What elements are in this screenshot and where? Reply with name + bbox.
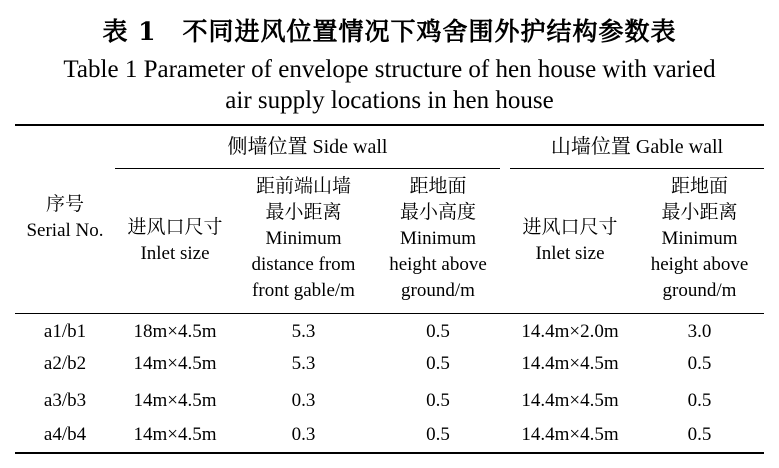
column-header-gable-height [635, 174, 764, 304]
column-header-side-front-gable [237, 174, 370, 304]
column-header-side-front-gable-line-3: Minimum [265, 228, 342, 249]
column-header-gable-height-line-4: height above [650, 254, 749, 275]
column-header-side-front-gable-line-2: 最小距离 [265, 202, 342, 223]
table-cell-serial: a2/b2 [43, 353, 87, 374]
table-cell-serial: a1/b1 [43, 321, 87, 342]
side-wall-group-header: 侧墙位置 Side wall [227, 136, 388, 158]
column-header-side-height [373, 174, 503, 304]
column-header-side-height-line-1: 距地面 [409, 176, 467, 197]
table-cell-side-front-gable: 0.3 [291, 390, 316, 411]
column-header-side-front-gable-line-5: front gable/m [252, 280, 355, 301]
table-cell-side-height: 0.5 [426, 353, 450, 374]
side-wall-group-rule [115, 168, 500, 169]
table-bottom-rule [15, 452, 764, 454]
column-header-side-height-line-2: 最小高度 [399, 202, 476, 223]
table-cell-side-front-gable: 0.3 [291, 424, 316, 445]
column-header-serial-en: Serial No. [26, 220, 104, 241]
table-title-chinese: 表 1 不同进风位置情况下鸡舍围外护结构参数表 [102, 17, 677, 46]
column-header-side-front-gable-line-1: 距前端山墙 [255, 176, 351, 197]
table-title-english [0, 54, 779, 116]
table-cell-side-front-gable: 5.3 [291, 353, 316, 374]
column-header-gable-inlet [505, 215, 635, 267]
table-cell-side-inlet: 18m×4.5m [133, 321, 217, 342]
column-header-side-inlet [115, 215, 235, 267]
table-cell-gable-height: 3.0 [687, 321, 712, 342]
gable-wall-group-header: 山墙位置 Gable wall [550, 136, 724, 158]
gable-wall-group-rule [510, 168, 764, 169]
table-top-rule [15, 124, 764, 126]
table-cell-gable-height: 0.5 [687, 353, 712, 374]
table-cell-gable-inlet: 14.4m×4.5m [521, 390, 619, 411]
table-title-english-line-1: Table 1 Parameter of envelope structure of hen house with varied [63, 56, 716, 83]
column-header-side-height-line-5: ground/m [401, 280, 475, 301]
table-title-english-line-2: air supply locations in hen house [225, 87, 554, 114]
table-cell-gable-inlet: 14.4m×4.5m [521, 424, 619, 445]
table-cell-side-inlet: 14m×4.5m [133, 390, 217, 411]
column-header-gable-height-line-1: 距地面 [670, 176, 728, 197]
column-header-serial-cn: 序号 [45, 194, 84, 215]
table-cell-gable-height: 0.5 [687, 424, 712, 445]
table-cell-side-inlet: 14m×4.5m [133, 424, 217, 445]
column-header-serial [15, 192, 115, 244]
table-cell-gable-height: 0.5 [687, 390, 712, 411]
table-cell-side-inlet: 14m×4.5m [133, 353, 217, 374]
column-header-gable-inlet-en: Inlet size [535, 243, 605, 264]
table-cell-side-height: 0.5 [426, 424, 450, 445]
table-cell-serial: a3/b3 [43, 390, 87, 411]
column-header-side-front-gable-line-4: distance from [251, 254, 356, 275]
column-header-side-height-line-4: height above [389, 254, 487, 275]
column-header-gable-height-line-2: 最小距离 [661, 202, 738, 223]
table-cell-side-front-gable: 5.3 [291, 321, 316, 342]
column-header-side-height-line-3: Minimum [399, 228, 476, 249]
table-cell-side-height: 0.5 [426, 390, 450, 411]
column-header-gable-inlet-cn: 进风口尺寸 [522, 217, 618, 238]
header-body-rule [15, 313, 764, 314]
table-cell-side-height: 0.5 [426, 321, 450, 342]
column-header-side-inlet-cn: 进风口尺寸 [127, 217, 223, 238]
column-header-gable-height-line-3: Minimum [661, 228, 738, 249]
table-cell-gable-inlet: 14.4m×2.0m [521, 321, 619, 342]
column-header-side-inlet-en: Inlet size [140, 243, 210, 264]
table-cell-gable-inlet: 14.4m×4.5m [521, 353, 619, 374]
table-cell-serial: a4/b4 [43, 424, 87, 445]
column-header-gable-height-line-5: ground/m [662, 280, 737, 301]
